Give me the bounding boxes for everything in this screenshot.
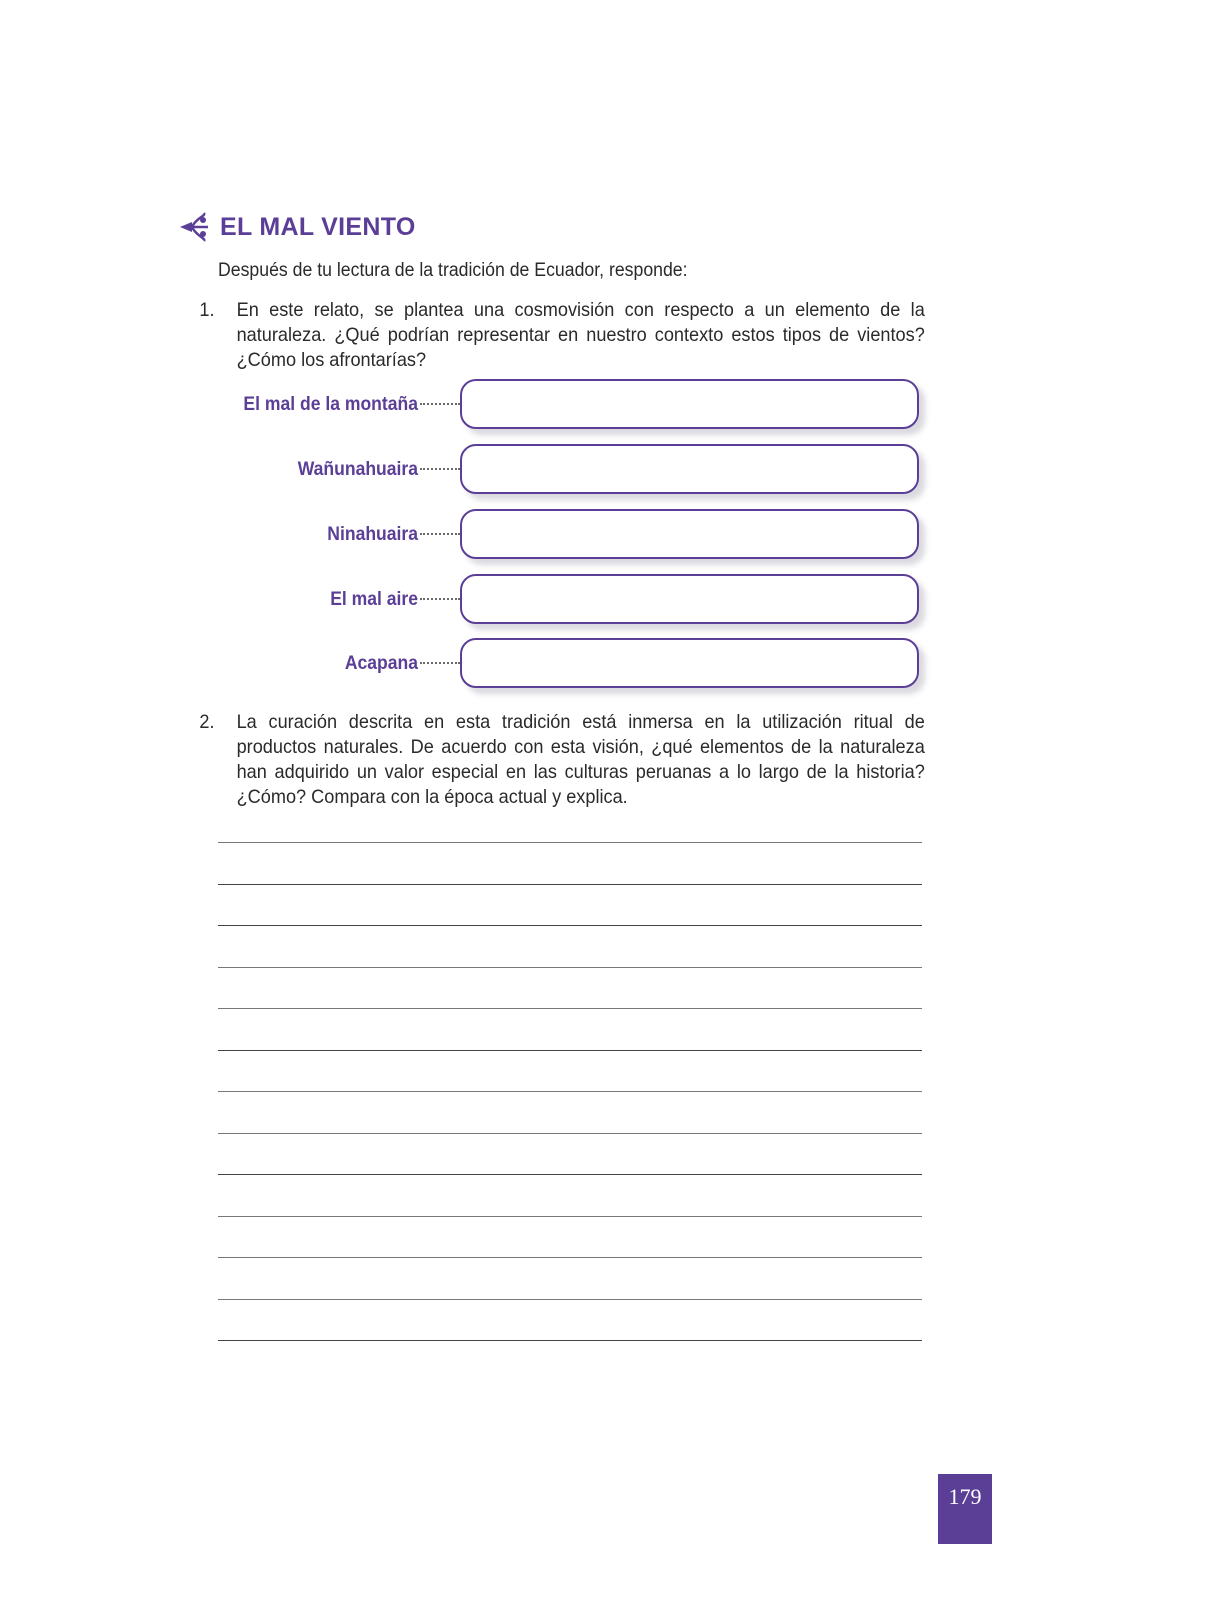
dotted-leader — [420, 533, 460, 535]
dotted-leader — [420, 662, 460, 664]
writing-line[interactable] — [218, 1299, 922, 1300]
writing-line[interactable] — [218, 967, 922, 968]
writing-line[interactable] — [218, 1008, 922, 1009]
writing-line[interactable] — [218, 1133, 922, 1134]
wind-label: Ninahuaira — [327, 522, 418, 545]
writing-line[interactable] — [218, 1091, 922, 1092]
question-1-number: 1. — [199, 299, 215, 321]
wind-row — [200, 378, 919, 430]
question-1 — [199, 298, 925, 373]
writing-line[interactable] — [218, 1340, 922, 1341]
intro-text: Después de tu lectura de la tradición de Ecuador, responde: — [218, 260, 688, 281]
writing-line[interactable] — [218, 884, 922, 885]
dotted-leader — [420, 598, 460, 600]
answer-box[interactable] — [460, 509, 919, 559]
writing-line[interactable] — [218, 1050, 922, 1051]
answer-box[interactable] — [460, 638, 919, 688]
dotted-leader — [420, 403, 460, 405]
wind-row — [200, 573, 919, 625]
writing-line[interactable] — [218, 1174, 922, 1175]
dotted-leader — [420, 468, 460, 470]
wind-label: Wañunahuaira — [297, 457, 418, 480]
section-title: EL MAL VIENTO — [220, 212, 416, 241]
question-1-text: En este relato, se plantea una cosmovisión con respecto a un elemento de la naturaleza. ¿Qué podrían representar en nuestro contexto estos tipos de vientos? ¿Cómo los afrontarías? — [236, 299, 925, 371]
wind-row — [200, 637, 919, 689]
question-2 — [199, 710, 925, 810]
page-number: 179 — [938, 1474, 992, 1544]
wind-row — [200, 508, 919, 560]
question-2-number: 2. — [199, 711, 215, 733]
wind-label: El mal aire — [330, 587, 418, 610]
section-header — [178, 210, 416, 244]
writing-line[interactable] — [218, 1216, 922, 1217]
writing-line[interactable] — [218, 842, 922, 843]
writing-line[interactable] — [218, 1257, 922, 1258]
wind-row — [200, 443, 919, 495]
answer-box[interactable] — [460, 379, 919, 429]
wind-label: Acapana — [344, 651, 418, 674]
wind-label: El mal de la montaña — [243, 392, 418, 415]
question-2-text: La curación descrita en esta tradición está inmersa en la utilización ritual de productos naturales. De acuerdo con esta visión, ¿qué elementos de la naturaleza han adquirido un valor especial en las culturas peruanas a lo largo de la historia? ¿Cómo? Compara con la época actual y explica. — [236, 711, 925, 808]
answer-box[interactable] — [460, 574, 919, 624]
fleur-arrow-ornament-icon — [178, 210, 212, 244]
writing-line[interactable] — [218, 925, 922, 926]
answer-box[interactable] — [460, 444, 919, 494]
